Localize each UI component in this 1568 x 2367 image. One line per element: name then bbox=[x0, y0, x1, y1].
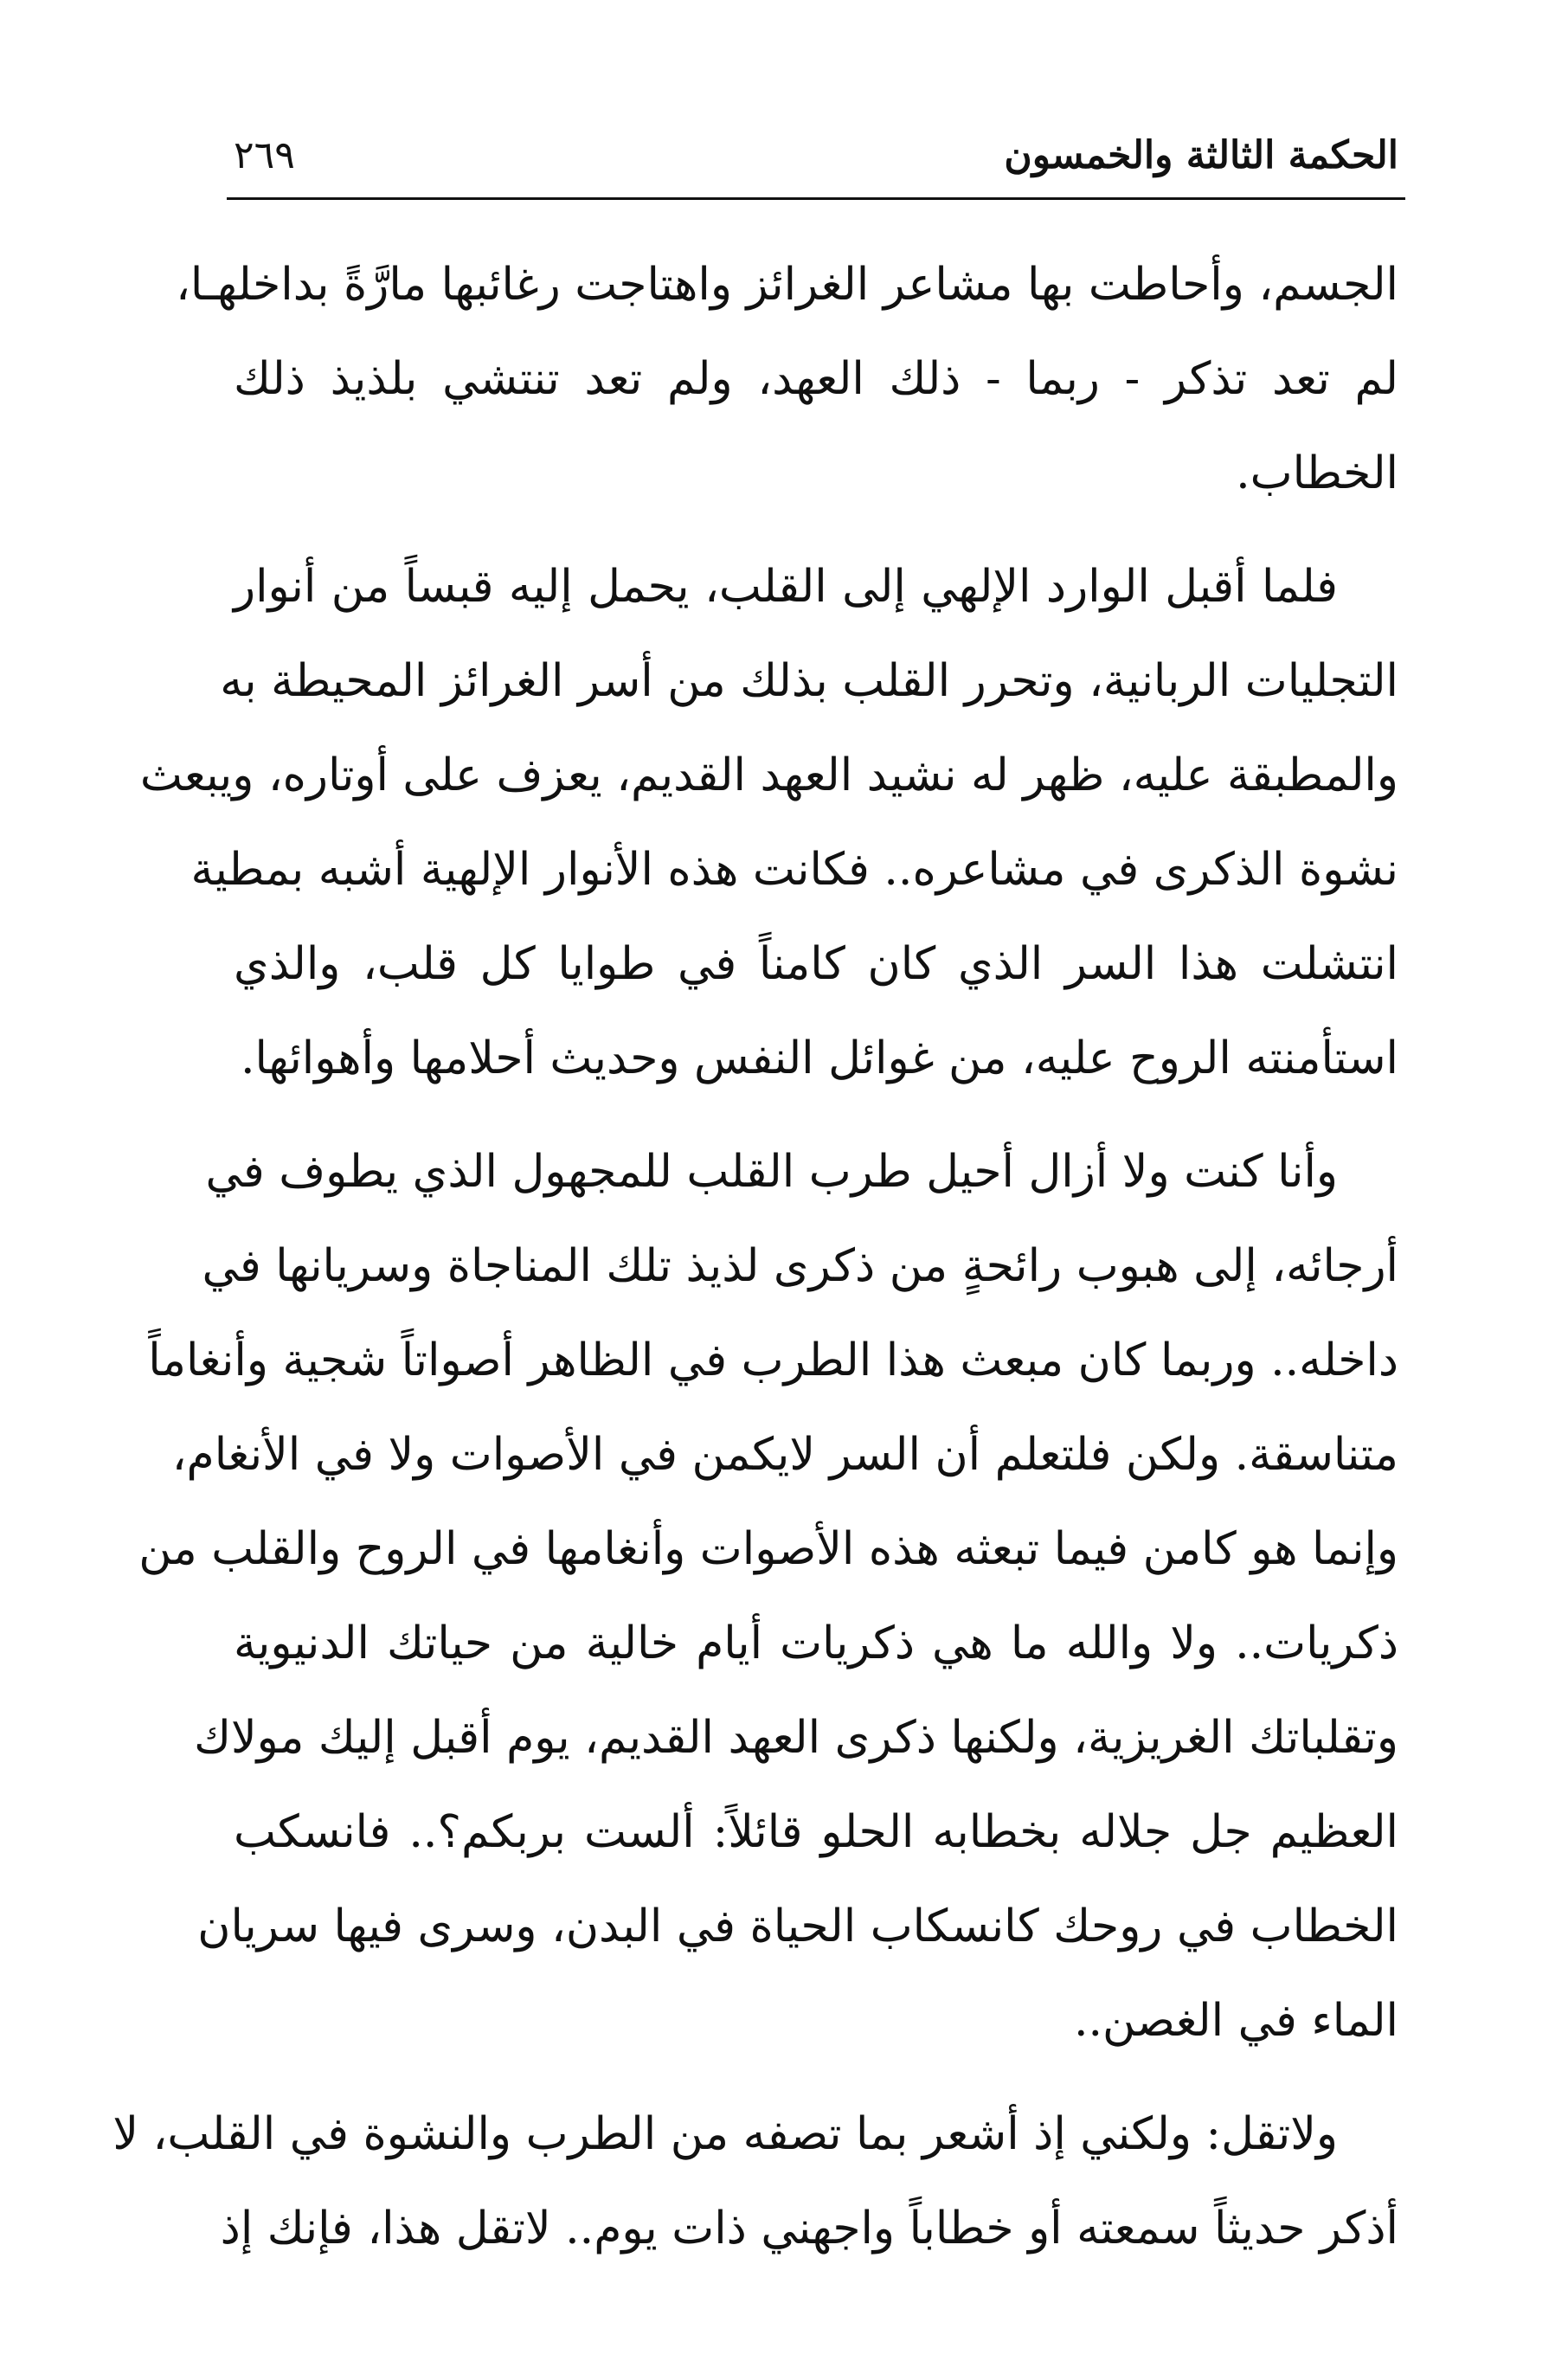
page-header bbox=[234, 130, 1398, 190]
text-line: وتقلباتك الغريزية، ولكنها ذكرى العهد القديم، يوم أقبل إليك مولاك bbox=[194, 1712, 1398, 1764]
page-number: ٢٦٩ bbox=[234, 133, 295, 177]
text-line: وأنا كنت ولا أزال أحيل طرب القلب للمجهول الذي يطوف في bbox=[205, 1146, 1338, 1198]
paragraph bbox=[176, 238, 1398, 521]
text-line: استأمنته الروح عليه، من غوائل النفس وحديث أحلامها وأهوائها. bbox=[240, 1032, 1398, 1084]
text-line: أذكر حديثاً سمعته أو خطاباً واجهني ذات يوم.. لاتقل هذا، فإنك إذ bbox=[220, 2203, 1398, 2254]
text-line: ذكريات.. ولا والله ما هي ذكريات أيام خالية من حياتك الدنيوية bbox=[234, 1618, 1399, 1669]
text-line: أرجائه، إلى هبوب رائحةٍ من ذكرى لذيذ تلك المناجاة وسريانها في bbox=[202, 1240, 1398, 1292]
text-line: العظيم جل جلاله بخطابه الحلو قائلاً: ألست بربكم؟.. فانسكب bbox=[234, 1806, 1398, 1858]
running-title: الحكمة الثالثة والخمسون bbox=[1004, 133, 1398, 177]
text-line: وإنما هو كامن فيما تبعثه هذه الأصوات وأنغامها في الروح والقلب من bbox=[138, 1523, 1398, 1575]
text-line: ولاتقل: ولكني إذ أشعر بما تصفه من الطرب والنشوة في القلب، لا bbox=[112, 2108, 1338, 2160]
text-line: التجليات الربانية، وتحرر القلب بذلك من أسر الغرائز المحيطة به bbox=[220, 655, 1398, 707]
text-line: نشوة الذكرى في مشاعره.. فكانت هذه الأنوار الإلهية أشبه بمطية bbox=[190, 844, 1398, 896]
page-body bbox=[112, 238, 1399, 2295]
text-line: داخله.. وربما كان مبعث هذا الطرب في الظاهر أصواتاً شجية وأنغاماً bbox=[148, 1335, 1398, 1386]
text-line: انتشلت هذا السر الذي كان كامناً في طوايا كل قلب، والذي bbox=[234, 938, 1398, 990]
text-line: والمطبقة عليه، ظهر له نشيد العهد القديم، يعزف على أوتاره، ويبعث bbox=[139, 749, 1398, 801]
header-rule bbox=[227, 197, 1405, 200]
text-line: فلما أقبل الوارد الإلهي إلى القلب، يحمل إليه قبساً من أنوار bbox=[234, 561, 1338, 613]
text-line: الماء في الغصن.. bbox=[1073, 1995, 1398, 2047]
text-line: الجسم، وأحاطت بها مشاعر الغرائز واهتاجت رغائبها مارَّةً بداخلهـا، bbox=[176, 259, 1398, 311]
text-line: الخطاب في روحك كانسكاب الحياة في البدن، وسرى فيها سريان bbox=[197, 1901, 1398, 1952]
paragraph bbox=[112, 2087, 1398, 2276]
text-line: الخطاب. bbox=[1236, 447, 1398, 499]
paragraph bbox=[139, 540, 1398, 1106]
text-line: لم تعد تذكر - ربما - ذلك العهد، ولم تعد تنتشي بلذيذ ذلك bbox=[234, 353, 1398, 405]
paragraph bbox=[138, 1125, 1399, 2068]
text-line: متناسقة. ولكن فلتعلم أن السر لايكمن في الأصوات ولا في الأنغام، bbox=[171, 1429, 1398, 1481]
